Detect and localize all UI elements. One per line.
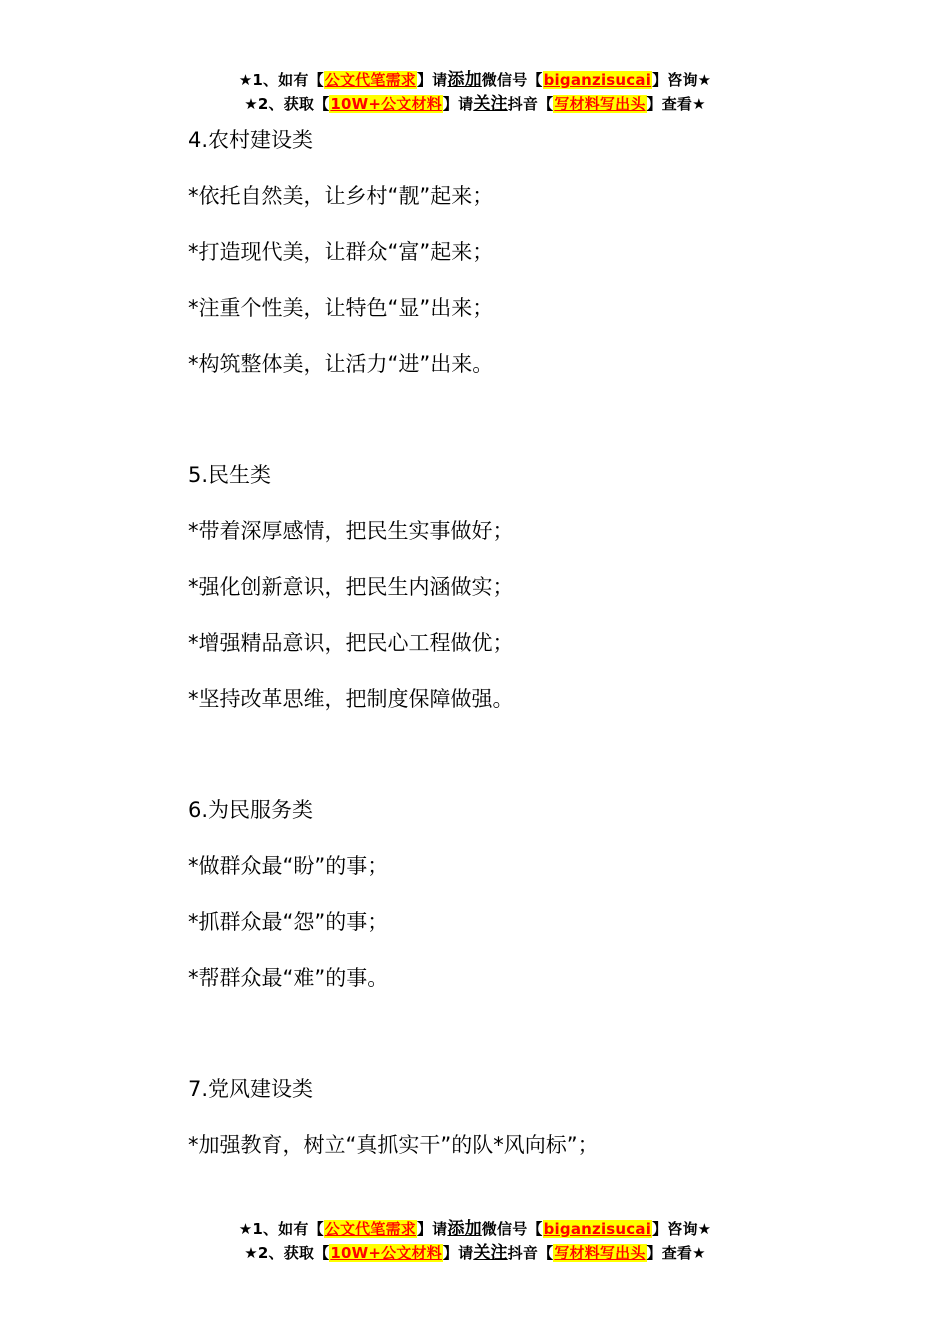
banner-highlight: 10W+公文材料 <box>330 1244 442 1262</box>
banner-text: 微信号【 <box>481 71 543 89</box>
banner-text: ★1、如有【 <box>238 71 324 89</box>
banner-text: 抖音【 <box>507 1244 554 1262</box>
banner-highlight: biganzisucai <box>543 71 652 89</box>
list-item: *构筑整体美，让活力“进”出来。 <box>188 352 494 376</box>
bottom-banner <box>0 1217 950 1265</box>
list-item: *强化创新意识，把民生内涵做实； <box>188 575 514 599</box>
list-item: *抓群众最“怨”的事； <box>188 910 389 934</box>
banner-text: ★2、获取【 <box>244 1244 330 1262</box>
banner-highlight: 写材料写出头 <box>554 1244 646 1262</box>
section-livelihood <box>188 461 888 713</box>
list-item: *加强教育，树立“真抓实干”的队*风向标”； <box>188 1133 599 1157</box>
banner-text: 】请 <box>442 1244 474 1262</box>
banner-highlight: 公文代笔需求 <box>324 71 416 89</box>
top-banner <box>0 68 950 116</box>
banner-text: 】查看★ <box>646 1244 706 1262</box>
banner-text: 抖音【 <box>507 95 554 113</box>
list-item: *注重个性美，让特色“显”出来； <box>188 296 494 320</box>
section-heading: 7.党风建设类 <box>188 1077 314 1101</box>
banner-emphasis: 关注 <box>473 94 508 114</box>
section-rural <box>188 126 888 378</box>
banner-text: ★1、如有【 <box>238 1220 324 1238</box>
banner-line-1 <box>0 1217 950 1241</box>
section-service <box>188 796 888 992</box>
section-heading: 4.农村建设类 <box>188 128 314 152</box>
list-item: *增强精品意识，把民心工程做优； <box>188 631 514 655</box>
banner-text: 微信号【 <box>481 1220 543 1238</box>
list-item: *带着深厚感情，把民生实事做好； <box>188 519 514 543</box>
banner-highlight: 10W+公文材料 <box>330 95 442 113</box>
list-item: *打造现代美，让群众“富”起来； <box>188 240 494 264</box>
section-party-style <box>188 1075 888 1159</box>
banner-text: 】查看★ <box>646 95 706 113</box>
banner-emphasis: 添加 <box>447 70 482 90</box>
banner-highlight: biganzisucai <box>543 1220 652 1238</box>
banner-line-1 <box>0 68 950 92</box>
banner-emphasis: 添加 <box>447 1219 482 1239</box>
list-item: *帮群众最“难”的事。 <box>188 966 389 990</box>
banner-text: 】请 <box>442 95 474 113</box>
banner-text: 】请 <box>416 1220 448 1238</box>
banner-text: 】咨询★ <box>652 71 712 89</box>
banner-line-2 <box>0 1241 950 1265</box>
spacer <box>188 741 888 796</box>
banner-highlight: 公文代笔需求 <box>324 1220 416 1238</box>
list-item: *坚持改革思维，把制度保障做强。 <box>188 687 514 711</box>
section-heading: 5.民生类 <box>188 463 272 487</box>
banner-text: 】咨询★ <box>652 1220 712 1238</box>
banner-emphasis: 关注 <box>473 1243 508 1263</box>
list-item: *做群众最“盼”的事； <box>188 854 389 878</box>
document-body <box>188 126 888 1187</box>
banner-line-2 <box>0 92 950 116</box>
section-heading: 6.为民服务类 <box>188 798 314 822</box>
list-item: *依托自然美，让乡村“靓”起来； <box>188 184 494 208</box>
banner-highlight: 写材料写出头 <box>554 95 646 113</box>
banner-text: 】请 <box>416 71 448 89</box>
spacer <box>188 406 888 461</box>
spacer <box>188 1020 888 1075</box>
banner-text: ★2、获取【 <box>244 95 330 113</box>
